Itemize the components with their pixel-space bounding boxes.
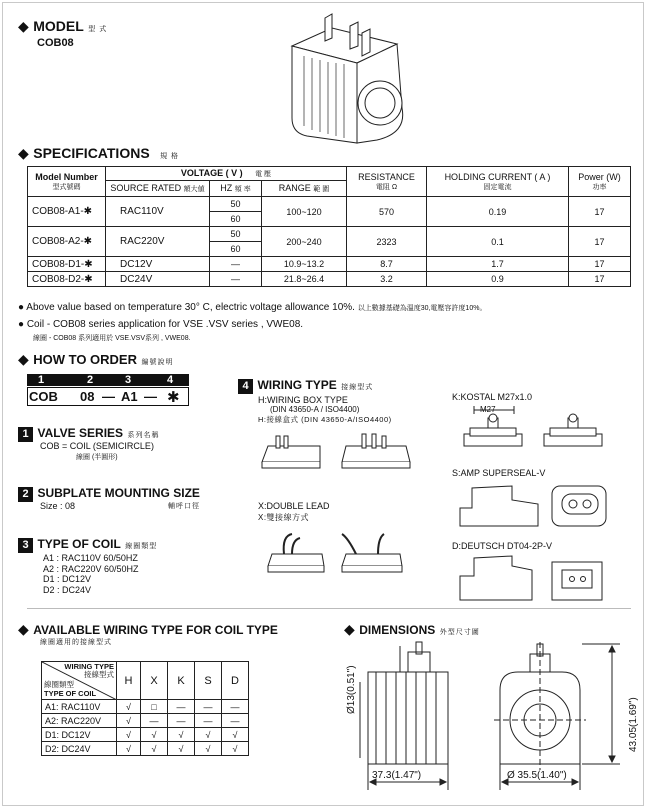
th-range: RANGE 範 圍 — [262, 181, 347, 197]
avail-heading-zh: 線圈適用的接線型式 — [40, 639, 112, 646]
note-application-zh: 線圈 - COB08 系列適用於 VSE.VSV系列 , VWE08. — [33, 335, 191, 342]
wiring-x-illustration — [262, 528, 422, 578]
dimensions-heading: ◆ DIMENSIONS 外型尺寸圖 — [344, 621, 480, 637]
valve-series-heading: 1 VALVE SERIES 系列名稱 — [18, 424, 159, 442]
list-item: D1 : DC12V — [43, 574, 92, 584]
th-holding: HOLDING CURRENT ( A ) 固定電流 — [427, 167, 569, 197]
wiring-d-illustration — [452, 552, 622, 608]
th-model: Model Number 型式號碼 — [28, 167, 106, 197]
wiring-k-dim: M27 — [480, 405, 496, 414]
note-temperature: ● Above value based on temperature 30° C, electric voltage allowance 10%. 以上數據基礎為溫度30,電壓容許度10%。 — [18, 302, 487, 313]
dim-height: 43.05(1.69") — [628, 697, 639, 752]
corner-header: WIRING TYPE 接線型式 線圈類型 TYPE OF COIL — [42, 662, 117, 700]
th-resistance: RESISTANCE 電阻 Ω — [347, 167, 427, 197]
order-heading: ◆ HOW TO ORDER 編號說明 — [18, 351, 174, 367]
valve-series-text-zh: 線圈 (半圓形) — [76, 454, 118, 461]
table-row: COB08-D1-✱ DC12V — 10.9~13.2 8.7 1.7 17 — [28, 257, 631, 272]
wiring-s-label: S:AMP SUPERSEAL-V — [452, 468, 546, 478]
table-row: D2: DC24V √ √ √ √ √ — [42, 742, 249, 756]
dim-width-front: Ø 35.5(1.40") — [507, 770, 567, 781]
list-item: D2 : DC24V — [43, 584, 92, 595]
table-row: COB08-A2-✱ RAC220V 50 200~240 2323 0.1 17 — [28, 227, 631, 242]
wiring-h-label: H:WIRING BOX TYPE (DIN 43650-A / ISO4400) H:接線盒式 (DIN 43650-A/ISO4400) — [258, 395, 392, 424]
table-row: A2: RAC220V √ — — — — — [42, 714, 249, 728]
specs-heading: ◆ SPECIFICATIONS 規 格 — [18, 145, 180, 161]
section-divider — [27, 608, 631, 609]
note-application: ● Coil - COB08 series application for VSE .VSV series , VWE08. — [18, 319, 304, 330]
wiring-k-label: K:KOSTAL M27x1.0 — [452, 392, 533, 402]
dim-diameter: Ø13(0.51") — [346, 665, 357, 714]
order-code: COB 08 — A1 — ✱ — [27, 387, 189, 406]
wiring-d-label: D:DEUTSCH DT04-2P-V — [452, 541, 553, 551]
order-number-bar: 1 2 3 4 — [27, 374, 189, 386]
wiring-x-label: X:DOUBLE LEAD X:雙接線方式 — [258, 501, 330, 522]
th-hz: HZ 頻 率 — [210, 181, 262, 197]
th-source: SOURCE RATED 額大値 — [106, 181, 210, 197]
spec-table: Model Number 型式號碼 VOLTAGE ( V ) 電 壓 RESISTANCE 電阻 Ω HOLDING CURRENT ( A ) 固定電流 Power (W) 功率 SOURCE RATED 額大値 HZ 頻 率 RANGE 範 圍 COB08-A1-✱ RAC110V 50 100~120 570 0.19 17 60 COB08-A2-✱ RAC220V 50 200~240 2323 0.1 17 60 COB08-D1-✱ DC12V — 10.9~13.2 8.7 1.7 17 COB08-D2-✱ DC24V — 21.8~26.4 3.2 0.9 17 — [27, 166, 631, 287]
subplate-heading: 2 SUBPLATE MOUNTING SIZE — [18, 484, 200, 502]
table-row: A1: RAC110V √ □ — — — — [42, 700, 249, 714]
dim-width-side: 37.3(1.47") — [372, 770, 422, 781]
th-power: Power (W) 功率 — [569, 167, 631, 197]
coil-illustration — [262, 8, 422, 148]
model-heading: ◆ MODEL 型 式 — [18, 18, 108, 34]
list-item: A2 : RAC220V 60/50HZ — [43, 563, 139, 574]
subplate-size: Size : 08 — [40, 501, 76, 511]
model-code: COB08 — [37, 37, 74, 49]
wiring-type-heading: 4 WIRING TYPE 接線型式 — [238, 376, 373, 394]
avail-heading: ◆ AVAILABLE WIRING TYPE FOR COIL TYPE — [18, 621, 278, 637]
wiring-s-illustration — [452, 480, 622, 532]
wiring-h-illustration — [258, 432, 418, 480]
table-row: COB08-A1-✱ RAC110V 50 100~120 570 0.19 17 — [28, 197, 631, 212]
wiring-availability-table: WIRING TYPE 接線型式 線圈類型 TYPE OF COIL H X K S D A1: RAC110V √ □ — — — A2: RAC220V √ — — — — D1: DC12V √ √ √ √ √ D2: DC24V √ √ √ √ √ — [41, 661, 249, 756]
valve-series-text: COB = COIL (SEMICIRCLE) — [40, 441, 154, 451]
coil-type-list — [43, 553, 139, 595]
coil-type-heading: 3 TYPE OF COIL 線圈類型 — [18, 535, 157, 553]
th-voltage: VOLTAGE ( V ) 電 壓 — [106, 167, 347, 181]
list-item: A1 : RAC110V 60/50HZ — [43, 553, 138, 563]
subplate-heading-zh: 輔呼口徑 — [168, 503, 200, 510]
table-row: D1: DC12V √ √ √ √ √ — [42, 728, 249, 742]
table-row: COB08-D2-✱ DC24V — 21.8~26.4 3.2 0.9 17 — [28, 272, 631, 287]
